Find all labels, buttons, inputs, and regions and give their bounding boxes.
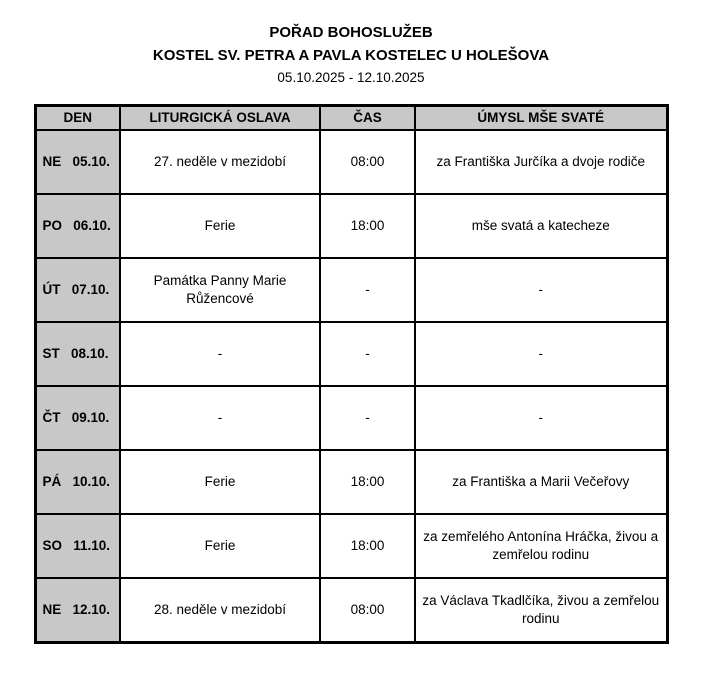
day-cell: ÚT 07.10. bbox=[35, 258, 120, 322]
document-header bbox=[0, 22, 702, 88]
table-row bbox=[35, 130, 667, 194]
time-cell: 08:00 bbox=[320, 130, 415, 194]
day-cell: SO 11.10. bbox=[35, 514, 120, 578]
celebration-cell: - bbox=[120, 322, 320, 386]
intention-cell: za Františka Jurčíka a dvoje rodiče bbox=[415, 130, 667, 194]
page-title: POŘAD BOHOSLUŽEB bbox=[269, 24, 433, 41]
intention-cell: za Františka a Marii Večeřovy bbox=[415, 450, 667, 514]
col-header-cas: ČAS bbox=[320, 106, 415, 131]
table-row bbox=[35, 514, 667, 578]
day-cell: NE 12.10. bbox=[35, 578, 120, 642]
page-subtitle: KOSTEL SV. PETRA A PAVLA KOSTELEC U HOLEŠOVA bbox=[152, 46, 550, 64]
day-cell: NE 05.10. bbox=[35, 130, 120, 194]
celebration-cell: 27. neděle v mezidobí bbox=[120, 130, 320, 194]
day-cell: ČT 09.10. bbox=[35, 386, 120, 450]
celebration-cell: Památka Panny Marie Růžencové bbox=[120, 258, 320, 322]
table-row bbox=[35, 386, 667, 450]
celebration-cell: Ferie bbox=[120, 450, 320, 514]
table-row bbox=[35, 258, 667, 322]
intention-cell: za Václava Tkadlčíka, živou a zemřelou rodinu bbox=[415, 578, 667, 642]
time-cell: 08:00 bbox=[320, 578, 415, 642]
day-cell: ST 08.10. bbox=[35, 322, 120, 386]
date-range: 05.10.2025 - 12.10.2025 bbox=[277, 70, 425, 85]
intention-cell: - bbox=[415, 258, 667, 322]
celebration-cell: Ferie bbox=[120, 514, 320, 578]
col-header-den: DEN bbox=[35, 106, 120, 131]
time-cell: - bbox=[320, 386, 415, 450]
col-header-liturgicka-oslava: LITURGICKÁ OSLAVA bbox=[120, 106, 320, 131]
table-row bbox=[35, 578, 667, 642]
table-row bbox=[35, 450, 667, 514]
schedule-table bbox=[34, 104, 669, 644]
table-header-row bbox=[35, 106, 667, 131]
time-cell: - bbox=[320, 322, 415, 386]
intention-cell: - bbox=[415, 386, 667, 450]
intention-cell: za zemřelého Antonína Hráčka, živou a zemřelou rodinu bbox=[415, 514, 667, 578]
intention-cell: - bbox=[415, 322, 667, 386]
time-cell: - bbox=[320, 258, 415, 322]
time-cell: 18:00 bbox=[320, 450, 415, 514]
celebration-cell: 28. neděle v mezidobí bbox=[120, 578, 320, 642]
time-cell: 18:00 bbox=[320, 194, 415, 258]
intention-cell: mše svatá a katecheze bbox=[415, 194, 667, 258]
col-header-umysl: ÚMYSL MŠE SVATÉ bbox=[415, 106, 667, 131]
day-cell: PO 06.10. bbox=[35, 194, 120, 258]
celebration-cell: - bbox=[120, 386, 320, 450]
table-row bbox=[35, 322, 667, 386]
table-row bbox=[35, 194, 667, 258]
day-cell: PÁ 10.10. bbox=[35, 450, 120, 514]
time-cell: 18:00 bbox=[320, 514, 415, 578]
celebration-cell: Ferie bbox=[120, 194, 320, 258]
